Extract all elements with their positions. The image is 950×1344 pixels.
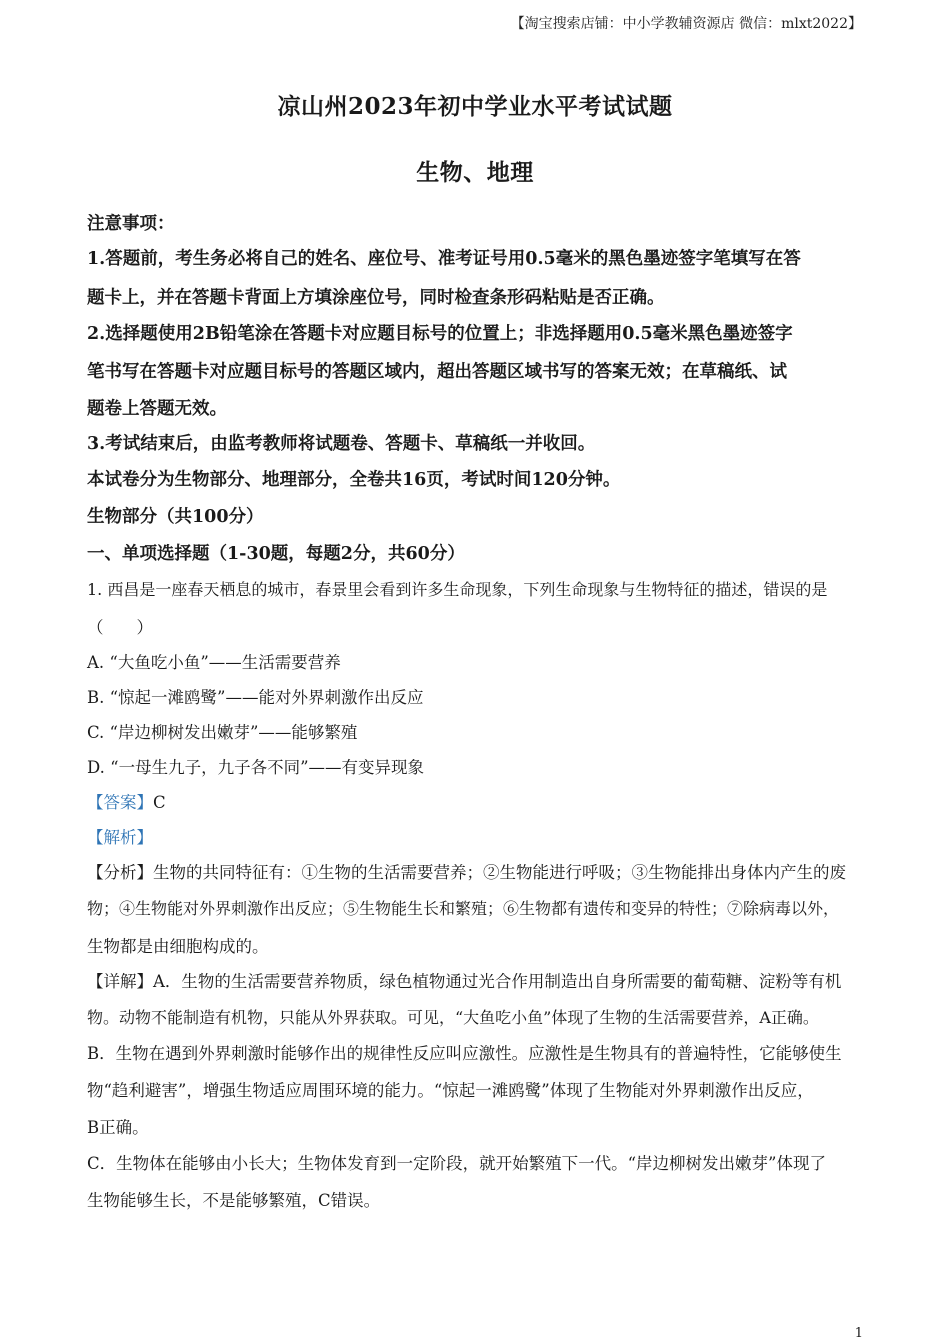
explanation-line: 物；④生物能对外界刺激作出反应；⑤生物能生长和繁殖；⑥生物都有遗传和变异的特性；⑦除病毒以外， — [87, 899, 840, 918]
analysis-label: 【解析】 — [87, 828, 153, 847]
option-a: A. “大鱼吃小鱼”——生活需要营养 — [87, 653, 341, 672]
notice-heading: 注意事项： — [87, 214, 175, 234]
explanation-line: 【详解】A．生物的生活需要营养物质，绿色植物通过光合作用制造出自身所需要的葡萄糖、淀粉等有机 — [87, 972, 842, 991]
page-subtitle: 生物、地理 — [416, 159, 534, 186]
part-title: 生物部分（共100分） — [87, 507, 264, 527]
option-b: B. “惊起一滩鸥鹭”——能对外界刺激作出反应 — [87, 688, 424, 707]
option-c: C. “岸边柳树发出嫩芽”——能够繁殖 — [87, 723, 358, 742]
explanation-line: 【分析】生物的共同特征有：①生物的生活需要营养；②生物能进行呼吸；③生物能排出身体内产生的废 — [87, 863, 846, 882]
notice-line: 题卷上答题无效。 — [87, 399, 227, 419]
explanation-line: 物“趋利避害”，增强生物适应周围环境的能力。“惊起一滩鸥鹭”体现了生物能对外界刺激作出反应， — [87, 1081, 814, 1100]
answer-value: C — [153, 793, 166, 812]
explanation-line: B正确。 — [87, 1118, 149, 1137]
explanation-line: 生物能够生长，不是能够繁殖，C错误。 — [87, 1191, 381, 1210]
page-title: 凉山州2023年初中学业水平考试试题 — [277, 93, 673, 120]
notice-line: 2.选择题使用2B铅笔涂在答题卡对应题目标号的位置上；非选择题用0.5毫米黑色墨迹签字 — [87, 324, 793, 344]
explanation-line: C．生物体在能够由小长大；生物体发育到一定阶段，就开始繁殖下一代。“岸边柳树发出嫩芽”体现了 — [87, 1154, 826, 1173]
notice-line: 笔书写在答题卡对应题目标号的答题区域内，超出答题区域书写的答案无效；在草稿纸、试 — [87, 362, 787, 382]
header-note: 【淘宝搜索店铺：中小学教辅资源店 微信：mlxt2022】 — [510, 16, 862, 32]
notice-line: 3.考试结束后，由监考教师将试题卷、答题卡、草稿纸一并收回。 — [87, 434, 596, 454]
notice-line: 本试卷分为生物部分、地理部分，全卷共16页，考试时间120分钟。 — [87, 470, 621, 490]
explanation-line: 物。动物不能制造有机物，只能从外界获取。可见，“大鱼吃小鱼”体现了生物的生活需要营养，A正确。 — [87, 1008, 819, 1027]
answer-line — [87, 789, 166, 813]
choice-section-title: 一、单项选择题（1-30题，每题2分，共60分） — [87, 544, 465, 564]
page-number: 1 — [854, 1326, 863, 1341]
question-stem: 1. 西昌是一座春天栖息的城市，春景里会看到许多生命现象，下列生命现象与生物特征的描述，错误的是 — [87, 580, 828, 599]
explanation-line: 生物都是由细胞构成的。 — [87, 937, 269, 956]
option-d: D. “一母生九子，九子各不同”——有变异现象 — [87, 758, 425, 777]
explanation-line: B．生物在遇到外界刺激时能够作出的规律性反应叫应激性。应激性是生物具有的普遍特性，它能够使生 — [87, 1044, 842, 1063]
notice-line: 题卡上，并在答题卡背面上方填涂座位号，同时检查条形码粘贴是否正确。 — [87, 288, 665, 308]
question-blank: （ ） — [87, 618, 153, 637]
answer-label: 【答案】 — [87, 793, 153, 812]
notice-line: 1.答题前，考生务必将自己的姓名、座位号、准考证号用0.5毫米的黑色墨迹签字笔填写在答 — [87, 249, 801, 269]
